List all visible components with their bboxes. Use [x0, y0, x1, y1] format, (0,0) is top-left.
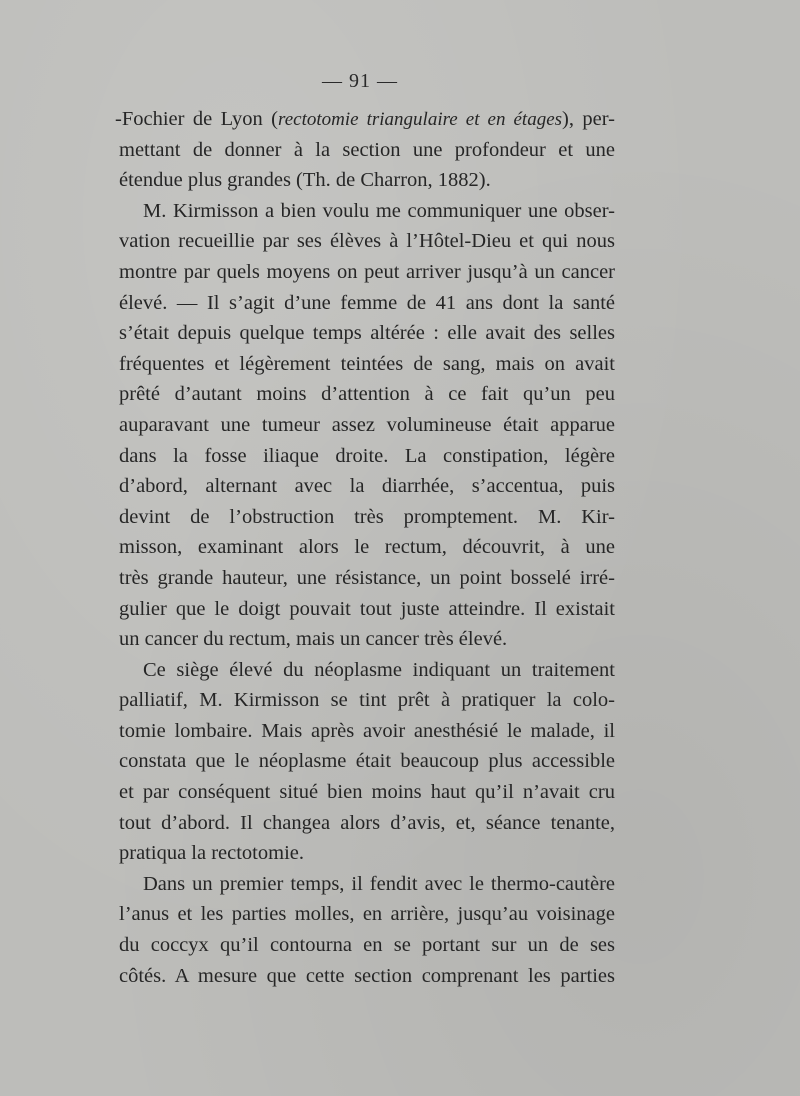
text-line: élevé. — Il s’agit d’une femme de 41 ans dont la santé	[119, 291, 615, 314]
text-line: constata que le néoplasme était beaucoup plus accessible	[119, 750, 615, 773]
text-line: mettant de donner à la section une profondeur et une	[119, 138, 615, 161]
text-line: l’anus et les parties molles, en arrière, jusqu’au voisinage	[119, 903, 615, 926]
body-text	[115, 104, 616, 991]
text-line: gulier que le doigt pouvait tout juste atteindre. Il existait	[119, 597, 615, 620]
text-line: du coccyx qu’il contourna en se portant sur un de ses	[119, 934, 615, 957]
text-line: vation recueillie par ses élèves à l’Hôtel-Dieu et qui nous	[119, 230, 615, 253]
page-number: — 91 —	[322, 70, 398, 92]
text-line: tout d’abord. Il changea alors d’avis, et, séance tenante,	[119, 811, 615, 834]
italic-citation: rectotomie triangulaire et en étages	[278, 109, 563, 130]
text-line: pratiqua la rectotomie.	[119, 842, 304, 865]
text-line: Ce siège élevé du néoplasme indiquant un traitement	[143, 658, 615, 681]
text-line: devint de l’obstruction très promptement. M. Kir-	[119, 505, 615, 528]
text-line: tomie lombaire. Mais après avoir anesthésié le malade, il	[119, 719, 615, 742]
text-line: côtés. A mesure que cette section comprenant les parties	[119, 964, 615, 987]
text-line: s’était depuis quelque temps altérée : elle avait des selles	[119, 322, 615, 345]
text-line: et par conséquent situé bien moins haut qu’il n’avait cru	[119, 781, 615, 804]
text-line: fréquentes et légèrement teintées de sang, mais on avait	[119, 352, 615, 375]
text-line: étendue plus grandes (Th. de Charron, 1882).	[119, 169, 491, 192]
text-line: palliatif, M. Kirmisson se tint prêt à pratiquer la colo-	[119, 689, 615, 712]
text-line: montre par quels moyens on peut arriver jusqu’à un cancer	[119, 260, 615, 283]
text-line: prêté d’autant moins d’attention à ce fait qu’un peu	[119, 383, 615, 406]
text-line: M. Kirmisson a bien voulu me communiquer une obser-	[143, 199, 615, 222]
text-line: dans la fosse iliaque droite. La constipation, légère	[119, 444, 615, 467]
text-line: très grande hauteur, une résistance, un point bosselé irré-	[119, 566, 615, 589]
text-line: auparavant une tumeur assez volumineuse était apparue	[119, 413, 615, 436]
text-line: -Fochier de Lyon (rectotomie triangulaire et en étages), per-	[115, 108, 616, 130]
text-line: d’abord, alternant avec la diarrhée, s’accentua, puis	[119, 475, 615, 498]
text-line: Dans un premier temps, il fendit avec le thermo-cautère	[143, 872, 615, 895]
text-line: misson, examinant alors le rectum, découvrit, à une	[119, 536, 615, 559]
text-line: un cancer du rectum, mais un cancer très élevé.	[119, 628, 508, 651]
